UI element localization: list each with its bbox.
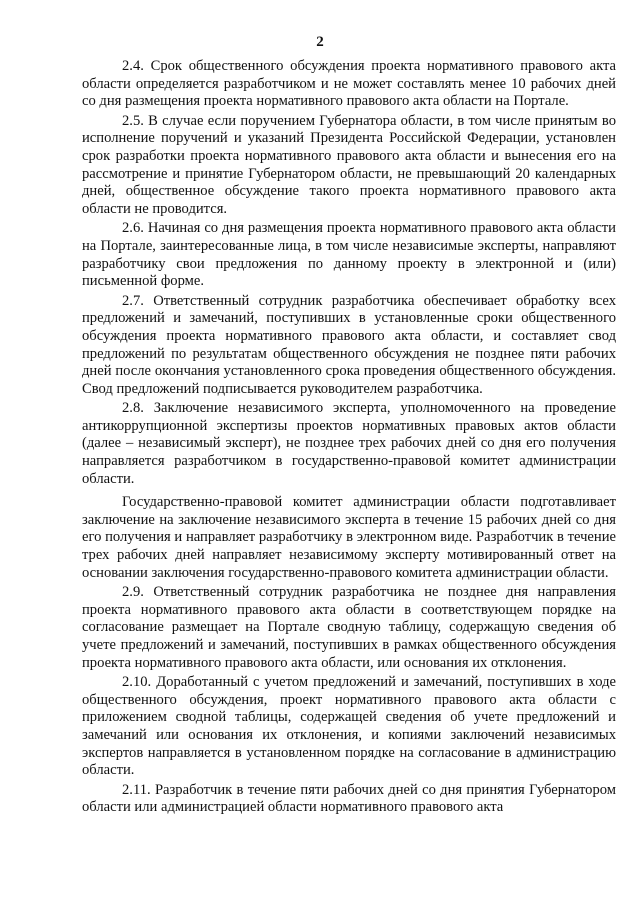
paragraph-2-10: 2.10. Доработанный с учетом предложений и замечаний, поступивших в ходе общественного обсуждения, проект нормативного правового акта области с приложением сводной таблицы, содержащей сведения об учете предложений и замечаний или основания их отклонения, и копиями заключений независимых экспертов направляется в установленном порядке на согласование в администрацию области.	[82, 674, 616, 779]
paragraph-2-11: 2.11. Разработчик в течение пяти рабочих дней со дня принятия Губернатором области или администрацией области нормативного правового акта	[82, 781, 616, 816]
paragraph-2-5: 2.5. В случае если поручением Губернатора области, в том числе принятым во исполнение поручений и указаний Президента Российской Федерации, установлен срок разработки проекта нормативного правового акта области и вынесения его на рассмотрение и принятие Губернатором области, не превышающий 20 календарных дней, общественное обсуждение такого проекта нормативного правового акта области не проводится.	[82, 112, 616, 217]
paragraph-2-8-continued: Государственно-правовой комитет администрации области подготавливает заключение на заключение независимого эксперта в течение 15 рабочих дней со дня его получения и направляет разработчику в электронном виде. Разработчик в течение трех рабочих дней направляет независимому эксперту мотивированный ответ на основании заключения государственно-правового комитета администрации области.	[82, 494, 616, 581]
paragraph-2-6: 2.6. Начиная со дня размещения проекта нормативного правового акта области на Портале, заинтересованные лица, в том числе независимые эксперты, направляют разработчику свои предложения по данному проекту в электронной и (или) письменной форме.	[82, 220, 616, 290]
paragraph-2-9: 2.9. Ответственный сотрудник разработчика не позднее дня направления проекта нормативного правового акта области в соответствующем порядке на согласование размещает на Портале сводную таблицу, содержащую сведения об учете предложений и замечаний, поступивших в рамках общественного обсуждения проекта нормативного правового акта области, или основания их отклонения.	[82, 584, 616, 671]
page-number: 2	[316, 34, 324, 50]
document-body	[82, 58, 616, 819]
paragraph-2-7: 2.7. Ответственный сотрудник разработчика обеспечивает обработку всех предложений и замечаний, поступивших в установленные сроки общественного обсуждения проекта нормативного правового акта области, и составляет свод предложений по результатам общественного обсуждения не позднее пяти рабочих дней после окончания установленного срока проведения общественного обсуждения. Свод предложений подписывается руководителем разработчика.	[82, 292, 616, 397]
paragraph-2-8: 2.8. Заключение независимого эксперта, уполномоченного на проведение антикоррупционной экспертизы проектов нормативных правовых актов области (далее – независимый эксперт), не позднее трех рабочих дней со дня его получения направляется разработчиком в государственно-правовой комитет администрации области.	[82, 400, 616, 487]
paragraph-2-4: 2.4. Срок общественного обсуждения проекта нормативного правового акта области определяется разработчиком и не может составлять менее 10 рабочих дней со дня размещения проекта нормативного правового акта области на Портале.	[82, 58, 616, 110]
